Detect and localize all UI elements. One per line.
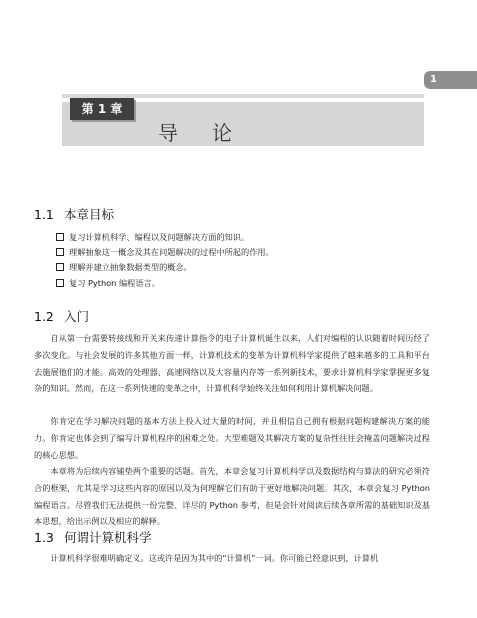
section-heading-1-3 (34, 528, 152, 546)
section-heading-1-2 (34, 307, 89, 325)
checkbox-bullet-icon (56, 233, 64, 241)
checkbox-bullet-icon (56, 279, 64, 287)
chapter-label: 第 1 章 (70, 98, 134, 120)
chapter-title: 导论 (158, 121, 266, 145)
body-paragraph: 本章将为后续内容铺垫两个重要的话题。首先，本章会复习计算机科学以及数据结构与算法的研究必须符合的框架，尤其是学习这些内容的原因以及为何理解它们有助于更好地解决问题。其次，本章会复习 Python 编程语言。尽管我们无法提供一份完整、详尽的 Python 参考，但是会针对阅读后续各章所需的基础知识及基本思想，给出示例以及相应的解释。 (34, 466, 430, 527)
checkbox-bullet-icon (56, 263, 64, 271)
body-paragraph: 你肯定在学习解决问题的基本方法上投入过大量的时间，并且相信自己拥有根据问题构建解决方案的能力。你肯定也体会到了编写计算机程序的困难之处。大型难题及其解决方案的复杂性往往会掩盖问题解决过程的核心思想。 (34, 416, 430, 460)
section-title: 何谓计算机科学 (64, 530, 152, 545)
list-item: 理解抽象这一概念及其在问题解决的过程中所起的作用。 (56, 245, 274, 260)
list-item: 复习 Python 编程语言。 (56, 276, 274, 291)
chapter-goals-list (56, 230, 274, 291)
section-number: 1.2 (34, 309, 54, 324)
body-paragraph: 计算机科学很难明确定义。这或许是因为其中的“计算机”一词。你可能已经意识到，计算机 (50, 553, 379, 563)
list-item: 理解并建立抽象数据类型的概念。 (56, 260, 274, 275)
section-title: 入门 (64, 309, 90, 324)
page-number-tab: 1 (424, 71, 477, 89)
section-number: 1.1 (34, 207, 54, 222)
list-item: 复习计算机科学、编程以及问题解决方面的知识。 (56, 230, 274, 245)
checkbox-bullet-icon (56, 248, 64, 256)
body-paragraph: 自从第一台需要转接线和开关来传递计算指令的电子计算机诞生以来，人们对编程的认识随着时间历经了多次变化。与社会发展的许多其他方面一样，计算机技术的变革为计算机科学家提供了越来越多的工具和平台去施展他们的才能。高效的处理器、高速网络以及大容量内存等一系列新技术，要求计算机科学家掌握更多复杂的知识。然而，在这一系列快速的变革之中，计算机科学始终关注如何利用计算机解决问题。 (34, 333, 430, 394)
section-heading-1-1 (34, 205, 114, 223)
section-title: 本章目标 (64, 207, 115, 222)
section-number: 1.3 (34, 530, 54, 545)
